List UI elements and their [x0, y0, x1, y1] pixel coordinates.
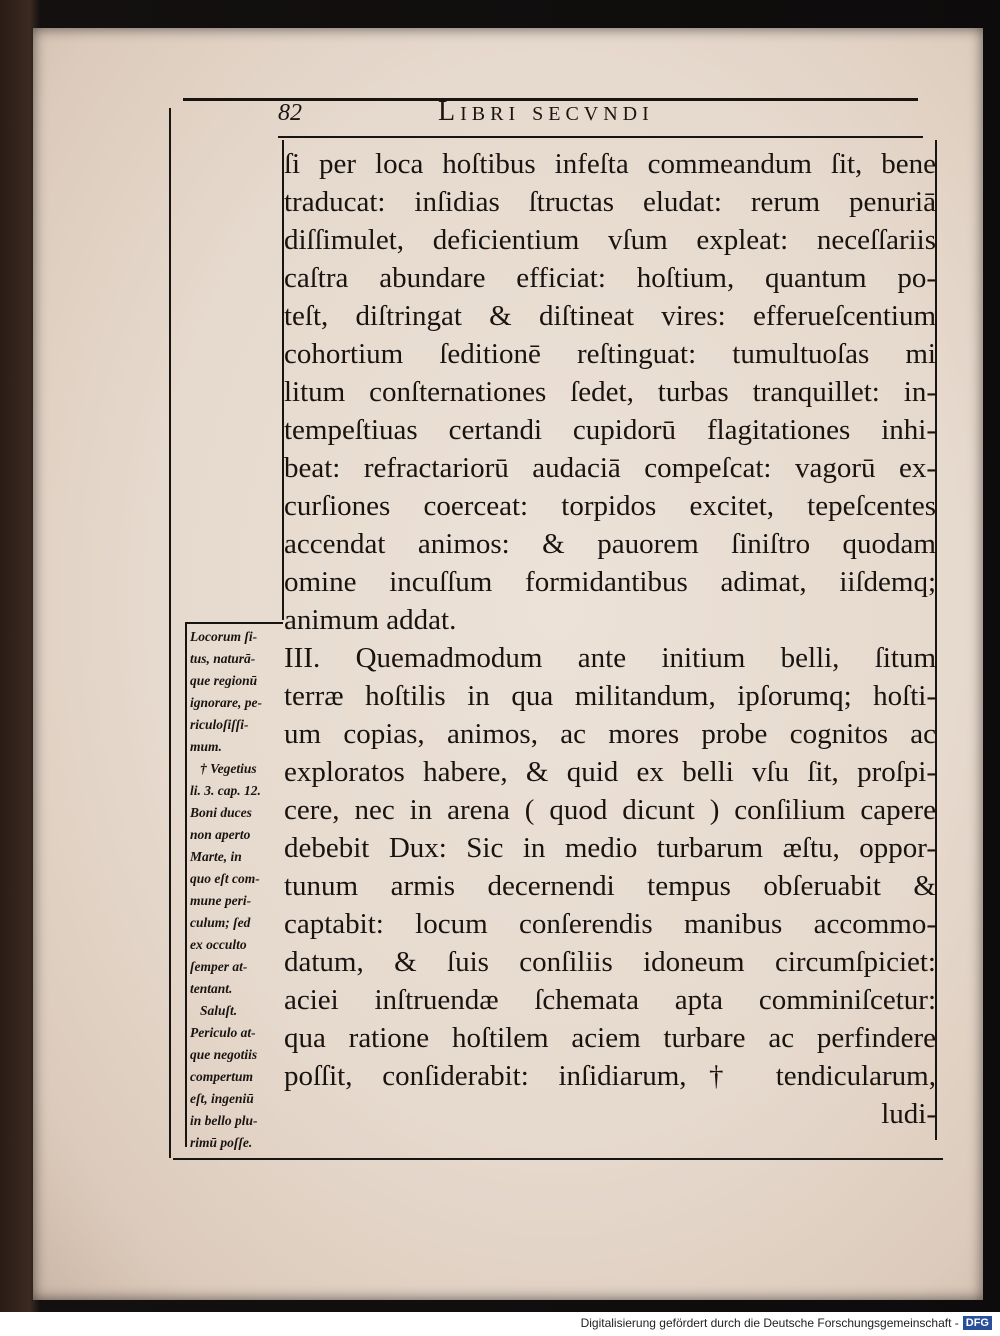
- margin-note-line: Marte, in: [190, 849, 242, 864]
- margin-note-line: ignorare, pe-: [190, 695, 262, 710]
- text-line: caſtra abundare efficiat: hoſtium, quantum po-: [284, 262, 936, 294]
- text-line: litum conſternationes ſedet, turbas tranquillet: in-: [284, 376, 936, 408]
- margin-note-line: que negotiis: [190, 1047, 258, 1062]
- text-line: poſſit, conſiderabit: inſidiarum,† tendicularum,: [284, 1060, 936, 1092]
- margin-note-line: Boni duces: [190, 805, 252, 820]
- text-line: diſſimulet, deficientium vſum expleat: neceſſariis: [284, 224, 936, 256]
- margin-note-line: quo eſt com-: [190, 871, 260, 886]
- text-line: exploratos habere, & quid ex belli vſu ſit, proſpi-: [284, 756, 936, 788]
- text-line: terræ hoſtilis in qua militandum, ipſorumq; hoſti-: [284, 680, 936, 712]
- text-line: cere, nec in arena ( quod dicunt ) conſilium capere: [284, 794, 936, 826]
- text-line: datum, & ſuis conſiliis idoneum circumſpiciet:: [284, 946, 936, 978]
- footer-credit: [581, 1313, 992, 1333]
- text-line: debebit Dux: Sic in medio turbarum æſtu, oppor-: [284, 832, 936, 864]
- margin-note-line: ſemper at-: [190, 959, 248, 974]
- page-number: 82: [278, 100, 302, 126]
- margin-note-line: non aperto: [190, 827, 251, 842]
- margin-note-line: riculoſiſſi-: [190, 717, 249, 732]
- margin-note-line: Locorum ſi-: [190, 629, 258, 644]
- margin-note-line: eſt, ingeniū: [190, 1091, 254, 1106]
- footer-bar: [0, 1312, 1000, 1336]
- text-line: animum addat.: [284, 604, 457, 636]
- text-line: tempeſtiuas certandi cupidorū flagitationes inhi-: [284, 414, 936, 446]
- text-line: accendat animos: & pauorem ſiniſtro quodam: [284, 528, 936, 560]
- running-head: [278, 96, 928, 136]
- note-box-top: [185, 622, 283, 624]
- text-line: um copias, animos, ac mores probe cognitos ac: [284, 718, 936, 750]
- text-line: cohortium ſeditionē reſtinguat: tumultuoſas mi: [284, 338, 936, 370]
- margin-note-line: mum.: [190, 739, 222, 754]
- running-head-title: Libri secvndi: [438, 96, 654, 127]
- bottom-rule: [173, 1158, 943, 1160]
- margin-note-line: Periculo at-: [190, 1025, 256, 1040]
- margin-note-line: rimū poſſe.: [190, 1135, 253, 1150]
- text-line: teſt, diſtringat & diſtineat vires: efferueſcentium: [284, 300, 936, 332]
- note-box-left: [185, 622, 187, 1147]
- footer-credit-text: Digitalisierung gefördert durch die Deutsche Forschungsgemeinschaft -: [580, 1316, 959, 1330]
- margin-note-line: que regionū: [190, 673, 258, 688]
- margin-note-line: Saluſt.: [200, 1003, 238, 1018]
- dfg-logo-icon: DFG: [963, 1316, 992, 1330]
- margin-note-line: culum; ſed: [190, 915, 251, 930]
- margin-note-line: in bello plu-: [190, 1113, 258, 1128]
- margin-note-line: li. 3. cap. 12.: [190, 783, 261, 798]
- text-line: tunum armis decernendi tempus obſeruabit &: [284, 870, 936, 902]
- text-line: curſiones coerceat: torpidos excitet, tepeſcentes: [284, 490, 936, 522]
- section-start-line: III. Quemadmodum ante initium belli, ſitum: [284, 642, 936, 674]
- head-rule: [278, 136, 923, 138]
- text-line: qua ratione hoſtilem aciem turbare ac perfindere: [284, 1022, 936, 1054]
- text-line: captabit: locum conſerendis manibus accommo-: [284, 908, 936, 940]
- text-line: traducat: inſidias ſtructas eludat: rerum penuriā: [284, 186, 936, 218]
- margin-note-line: ex occulto: [190, 937, 247, 952]
- text-line: beat: refractariorū audaciā compeſcat: vagorū ex-: [284, 452, 936, 484]
- outer-left-rule: [169, 108, 171, 1158]
- margin-note-line: † Vegetius: [200, 761, 257, 776]
- margin-note-line: mune peri-: [190, 893, 252, 908]
- text-line: omine incuſſum formidantibus adimat, iiſdemq;: [284, 566, 936, 598]
- catchword: ludi-: [881, 1098, 936, 1130]
- text-line: ſi per loca hoſtibus infeſta commeandum ſit, bene: [284, 148, 936, 180]
- margin-note-line: tus, naturā-: [190, 651, 256, 666]
- text-line: aciei inſtruendæ ſchemata apta comminiſcetur:: [284, 984, 936, 1016]
- margin-note-line: compertum: [190, 1069, 253, 1084]
- margin-note-line: tentant.: [190, 981, 233, 996]
